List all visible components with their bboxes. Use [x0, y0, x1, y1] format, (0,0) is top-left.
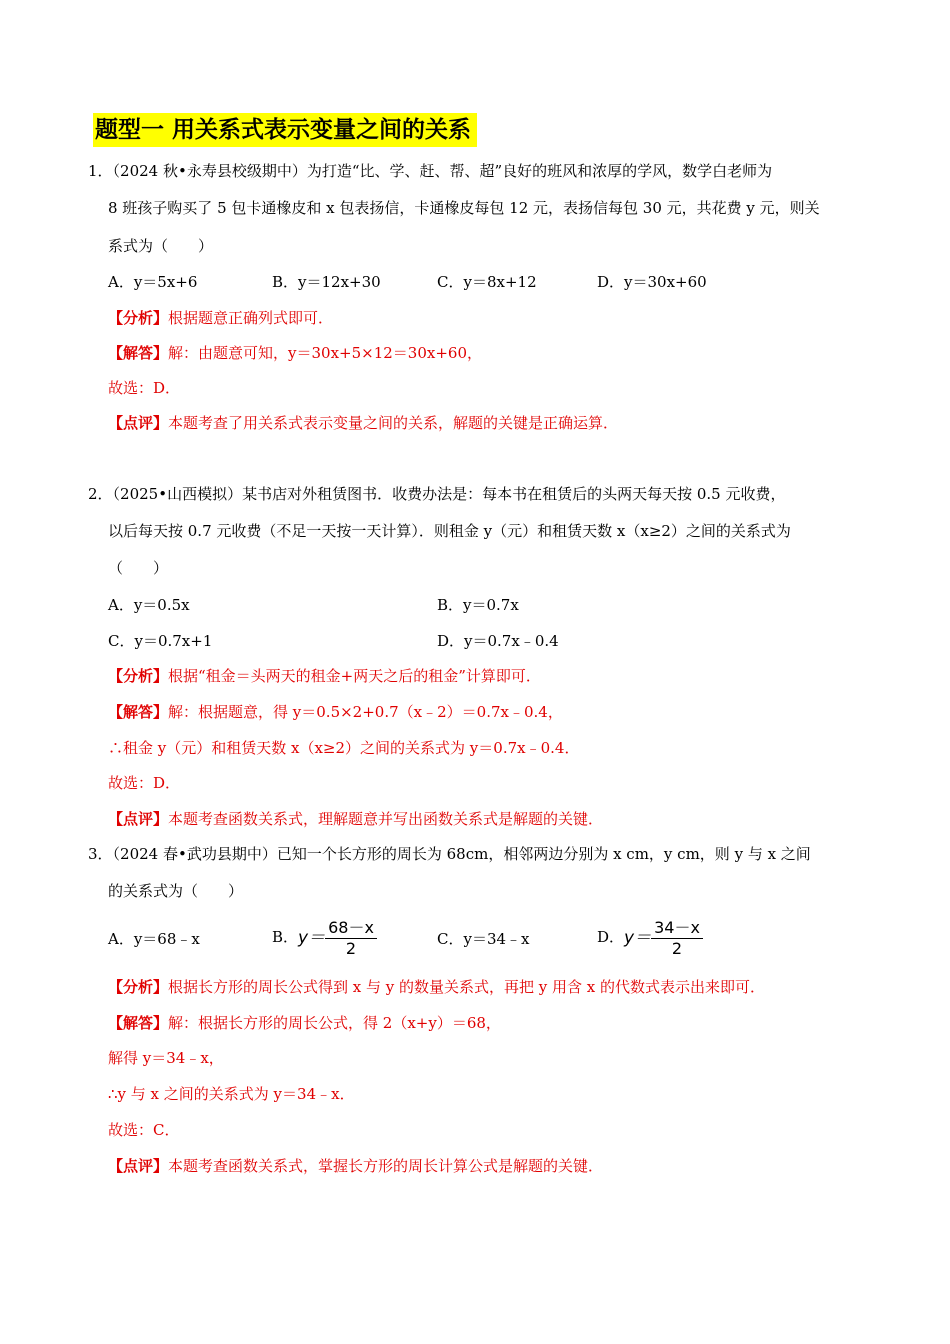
q2-option-b: B．y＝0.7x	[437, 596, 519, 614]
q3-option-b-lhs: y＝	[298, 928, 326, 948]
q1-option-d: D．y＝30x+60	[597, 273, 707, 291]
q3-choice: 故选：C．	[108, 1121, 180, 1139]
solution-text: 本题考查函数关系式，掌握长方形的周长计算公式是解题的关键．	[168, 1157, 604, 1175]
q1-option-b: B．y＝12x+30	[272, 273, 381, 291]
solution-tag: 【解答】	[108, 1014, 169, 1032]
solution-text: 本题考查函数关系式，理解题意并写出函数关系式是解题的关键．	[168, 810, 604, 828]
q3-comment	[108, 1155, 603, 1177]
q3-option-b-label: B．	[272, 928, 299, 946]
solution-tag: 【解答】	[108, 344, 169, 362]
q1-answer	[108, 342, 482, 364]
q3-answer-solve: 解得 y＝34﹣x，	[108, 1049, 224, 1067]
solution-tag: 【点评】	[108, 414, 169, 432]
q3-option-b-numerator: 68－x	[325, 918, 377, 939]
q3-option-d-lhs: y＝	[624, 928, 652, 948]
q2-stem-line1: 2．（2025•山西模拟）某书店对外租赁图书．收费办法是：每本书在租赁后的头两天每天按 0.5 元收费，	[88, 485, 786, 503]
q2-choice: 故选：D．	[108, 774, 181, 792]
q1-option-a: A．y＝5x+6	[108, 273, 198, 291]
q3-option-d	[597, 914, 703, 961]
q2-analysis	[108, 665, 541, 687]
solution-text: 解：根据题意，得 y＝0.5×2+0.7（x﹣2）＝0.7x﹣0.4，	[168, 703, 563, 721]
solution-text: 根据“租金＝头两天的租金+两天之后的租金”计算即可．	[168, 667, 541, 685]
q3-option-b-fraction	[325, 918, 377, 959]
section-title: 题型一 用关系式表示变量之间的关系	[93, 113, 477, 147]
q3-option-c: C．y＝34﹣x	[437, 930, 530, 948]
q3-analysis	[108, 976, 765, 998]
solution-text: 本题考查了用关系式表示变量之间的关系，解题的关键是正确运算．	[168, 414, 619, 432]
solution-text: 解：由题意可知，y＝30x+5×12＝30x+60，	[168, 344, 483, 362]
q3-answer-conclusion: ∴y 与 x 之间的关系式为 y＝34﹣x．	[108, 1085, 355, 1103]
q3-option-d-denominator: 2	[671, 938, 683, 958]
q3-option-d-numerator: 34－x	[651, 918, 703, 939]
q1-choice: 故选：D．	[108, 379, 181, 397]
solution-text: 根据题意正确列式即可．	[168, 309, 334, 327]
q3-answer	[108, 1012, 501, 1034]
solution-tag: 【点评】	[108, 810, 169, 828]
solution-tag: 【分析】	[108, 667, 169, 685]
q3-option-d-fraction	[651, 918, 703, 959]
q1-comment	[108, 412, 618, 434]
solution-tag: 【解答】	[108, 703, 169, 721]
q2-option-c: C．y＝0.7x+1	[108, 632, 213, 650]
solution-text: 解：根据长方形的周长公式，得 2（x+y）＝68，	[168, 1014, 501, 1032]
q3-stem-line2: 的关系式为（ ）	[108, 882, 244, 900]
q2-option-d: D．y＝0.7x﹣0.4	[437, 632, 559, 650]
q2-answer	[108, 701, 563, 723]
q3-option-b	[272, 914, 377, 961]
q3-stem-line1: 3．（2024 春•武功县期中）已知一个长方形的周长为 68cm，相邻两边分别为 x cm，y cm，则 y 与 x 之间	[88, 845, 811, 863]
solution-tag: 【分析】	[108, 978, 169, 996]
solution-tag: 【分析】	[108, 309, 169, 327]
q2-stem-line2: 以后每天按 0.7 元收费（不足一天按一天计算）．则租金 y（元）和租赁天数 x（x≥2）之间的关系式为	[108, 522, 791, 540]
q1-stem-line3: 系式为（ ）	[108, 237, 214, 255]
q3-option-d-label: D．	[597, 928, 625, 946]
q2-comment	[108, 808, 603, 830]
solution-tag: 【点评】	[108, 1157, 169, 1175]
solution-text: 根据长方形的周长公式得到 x 与 y 的数量关系式，再把 y 用含 x 的代数式表示出来即可．	[168, 978, 766, 996]
q1-stem-line2: 8 班孩子购买了 5 包卡通橡皮和 x 包表扬信，卡通橡皮每包 12 元，表扬信每包 30 元，共花费 y 元，则关	[108, 199, 820, 217]
q3-option-b-denominator: 2	[345, 938, 357, 958]
q1-option-c: C．y＝8x+12	[437, 273, 537, 291]
q3-option-a: A．y＝68﹣x	[108, 930, 200, 948]
q2-stem-line3: （ ）	[108, 559, 169, 577]
q2-answer-conclusion: ∴租金 y（元）和租赁天数 x（x≥2）之间的关系式为 y＝0.7x﹣0.4．	[108, 739, 580, 757]
q1-analysis	[108, 307, 333, 329]
q2-option-a: A．y＝0.5x	[108, 596, 190, 614]
q1-stem-line1: 1．（2024 秋•永寿县校级期中）为打造“比、学、赶、帮、超”良好的班风和浓厚的学风，数学白老师为	[88, 162, 773, 180]
